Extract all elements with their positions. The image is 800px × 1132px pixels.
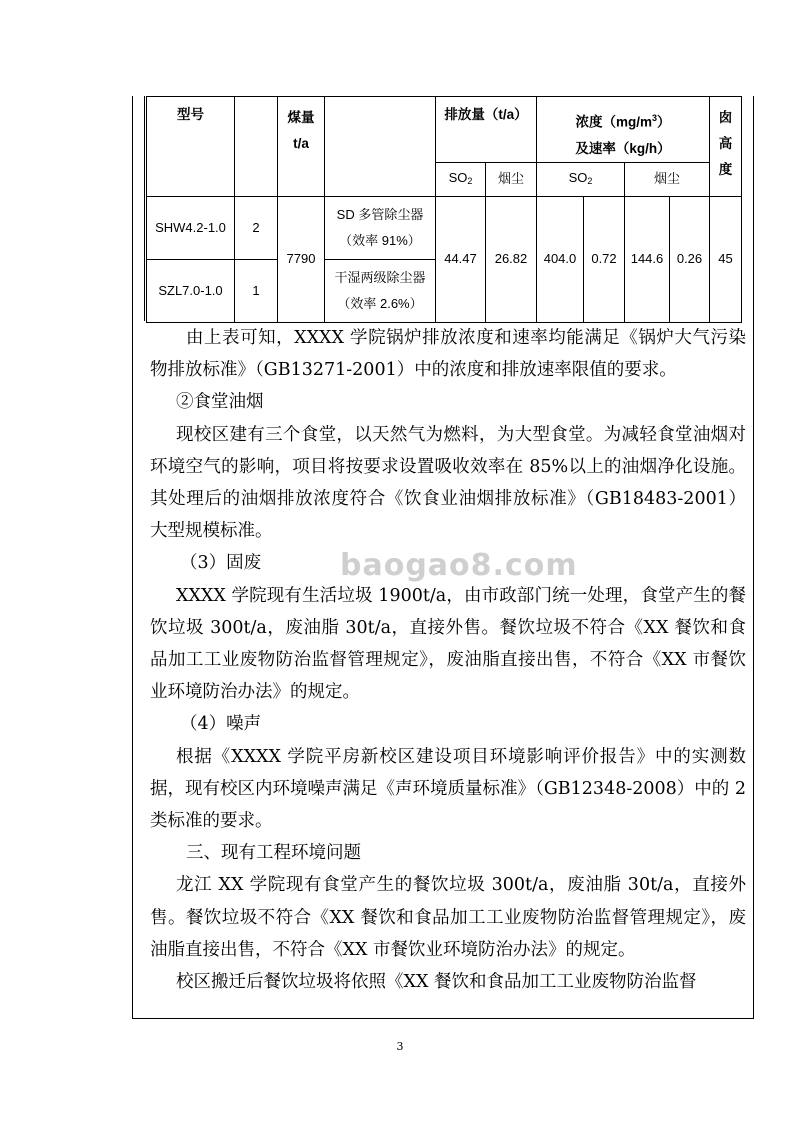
- header-device: [325, 97, 436, 197]
- subheader-emit-dust: 烟尘: [486, 162, 537, 196]
- paragraph-environment-issues: 龙江 XX 学院现有食堂产生的餐饮垃圾 300t/a，废油脂 30t/a，直接外售。餐饮垃圾不符合《XX 餐饮和食品加工工业废物防治监督管理规定》，废油脂直接出售，不符合《XX 市餐饮业环境防治办法》的规定。: [150, 875, 746, 960]
- subheader-conc-so2: $SO_2$: [537, 162, 625, 196]
- header-count: [235, 97, 278, 197]
- header-model: 型号: [147, 97, 235, 197]
- header-chimney-height: [710, 97, 742, 197]
- cell-dust-rate: 0.26: [670, 196, 710, 322]
- cell-height: 45: [710, 196, 742, 322]
- header-emission-amount: 排放量（t/a）: [436, 97, 537, 163]
- row2-model: SZL7.0-1.0: [147, 259, 235, 322]
- header-coal-line1: 煤量: [287, 110, 315, 125]
- paragraph-noise: 根据《XXXX 学院平房新校区建设项目环境影响评价报告》中的实测数据，现有校区内环境噪声满足《声环境质量标准》（GB12348-2008）中的 2 类标准的要求。: [150, 746, 746, 832]
- watermark: baogao8.com: [340, 548, 578, 583]
- cell-emit-dust: 26.82: [486, 196, 537, 322]
- heading-canteen-fume: ②食堂油烟: [176, 392, 264, 413]
- heading-noise: （4）噪声: [180, 714, 262, 735]
- heading-environment-issues: 三、现有工程环境问题: [186, 843, 361, 864]
- heading-solid-waste: （3）固废: [180, 553, 262, 574]
- row2-count: 1: [235, 259, 278, 322]
- header-conc-pre: 浓度（mg/m: [575, 114, 652, 130]
- paragraph-boiler-conclusion: 由上表可知，XXXX 学院锅炉排放浓度和速率均能满足《锅炉大气污染物排放标准》（GB13271-2001）中的浓度和排放速率限值的要求。: [150, 328, 746, 381]
- body-text: [150, 322, 746, 998]
- cell-so2-rate: 0.72: [584, 196, 625, 322]
- paragraph-relocation: 校区搬迁后餐饮垃圾将依照《XX 餐饮和食品加工工业废物防治监督: [176, 972, 697, 993]
- cell-emit-so2: 44.47: [436, 196, 486, 322]
- header-chimney-2: 高: [718, 136, 733, 151]
- header-conc-sup: 3: [652, 113, 658, 123]
- subheader-conc-dust: 烟尘: [625, 162, 710, 196]
- header-coal-line2: t/a: [293, 136, 309, 151]
- cell-dust-conc: 144.6: [625, 196, 670, 322]
- table-frame-left-line: [144, 96, 145, 321]
- header-conc-post: ）: [657, 114, 671, 130]
- row1-model: SHW4.2-1.0: [147, 196, 235, 259]
- header-chimney-3: 度: [718, 162, 733, 177]
- cell-coal: 7790: [278, 196, 325, 322]
- page-number: 3: [396, 1040, 404, 1053]
- row1-count: 2: [235, 196, 278, 259]
- header-concentration: [537, 97, 710, 163]
- paragraph-canteen-fume: 现校区建有三个食堂，以天然气为燃料，为大型食堂。为减轻食堂油烟对环境空气的影响，项目将按要求设置吸收效率在 85%以上的油烟净化设施。其处理后的油烟排放浓度符合《饮食业油烟排放标准》（GB18483-2001）大型规模标准。: [150, 424, 746, 542]
- header-coal: [278, 97, 325, 197]
- paragraph-solid-waste: XXXX 学院现有生活垃圾 1900t/a，由市政部门统一处理，食堂产生的餐饮垃圾 300t/a，废油脂 30t/a，直接外售。餐饮垃圾不符合《XX 餐饮和食品加工工业废物防治监督管理规定》，废油脂直接出售，不符合《XX 市餐饮业环境防治办法》的规定。: [150, 585, 746, 703]
- cell-so2-conc: 404.0: [537, 196, 584, 322]
- header-conc-line2: 及速率（kg/h）: [575, 140, 671, 156]
- row2-device: 干湿两级除尘器 （效率 2.6%）: [325, 259, 436, 322]
- header-chimney-1: 囱: [718, 110, 733, 125]
- emission-table: [146, 96, 742, 323]
- row1-device: SD 多管除尘器 （效率 91%）: [325, 196, 436, 259]
- subheader-emit-so2: $SO_2$: [436, 162, 486, 196]
